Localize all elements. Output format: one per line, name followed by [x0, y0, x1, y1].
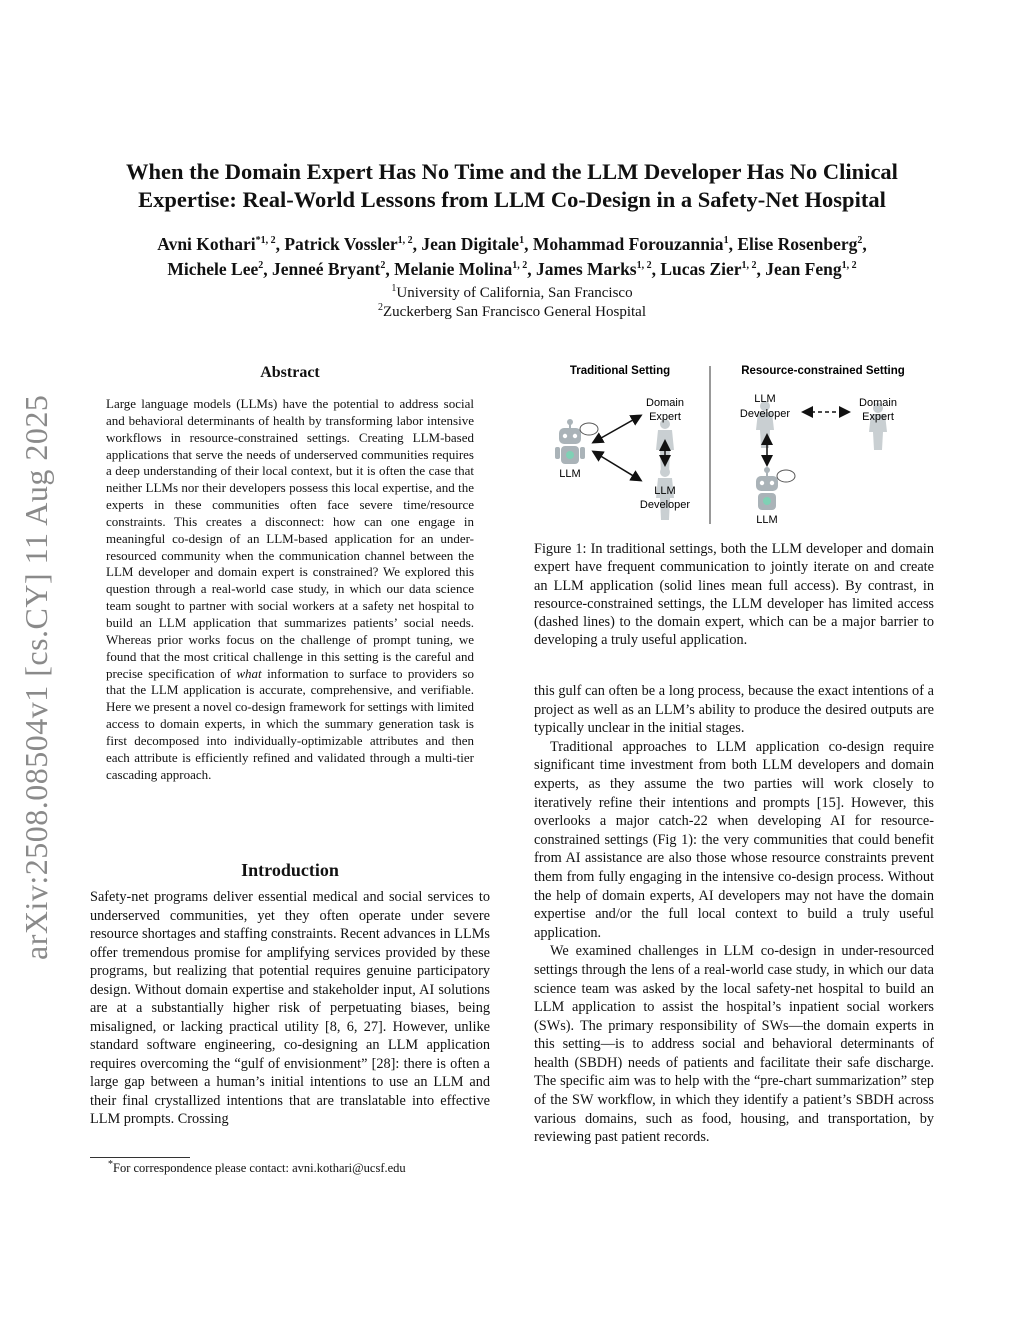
author-name: Michele Lee — [167, 259, 259, 279]
resource-constrained-title: Resource-constrained Setting — [741, 365, 905, 377]
author-affil-mark: 1, 2 — [397, 235, 413, 247]
author-affil-mark: *1, 2 — [255, 235, 276, 247]
introduction-body: Safety-net programs deliver essential medical and social services to underserved communities, yet they often operate under severe resource shortages and staffing constraints. Recent advances in LLMs offer tremendous promise for amplifying services provided by these programs, but realizing that potential requires genuine participatory design. Without domain expertise and stakeholder input, AI solutions are at a substantially higher risk of perpetuating biases, being misaligned, or lacking practical utility [8, 6, 27]. However, unlike standard software engineering, co-designing an LLM application requires overcoming the “gulf of envisionment” [28]: there is often a large gap between a human’s initial intentions to use an LLM and their final crystallized intentions that are translatable into effective LLM prompts. Crossing — [90, 889, 490, 1127]
robot-icon — [555, 419, 598, 464]
affiliation-text: University of California, San Francisco — [396, 285, 633, 301]
footnote-rule — [90, 1157, 190, 1158]
introduction-heading: Introduction — [241, 860, 339, 880]
figure-1-caption: Figure 1: In traditional settings, both the LLM developer and domain expert have frequent communication to jointly iterate on and create an LLM application (solid lines mean full access). By contrast, in resource-constrained settings, the LLM developer has limited access (dashed lines) to the domain expert, which can be a major barrier to developing a truly useful application. — [534, 541, 934, 649]
affil-mark: 2 — [378, 302, 384, 313]
author-list — [60, 232, 964, 282]
author-line-1 — [60, 232, 964, 257]
domain-expert-label-line-2: Expert — [649, 411, 681, 423]
paragraph: this gulf can often be a long process, because the exact intentions of a project as well as an LLM’s ability to produce the desired outputs are typically unclear in the initial stages. — [534, 683, 934, 737]
author-line-2 — [60, 257, 964, 282]
llm-label: LLM — [559, 468, 581, 480]
affiliation-2 — [60, 303, 964, 322]
footnote-mark: * — [108, 1158, 113, 1170]
affiliations — [60, 284, 964, 322]
title-line-2: Expertise: Real-World Lessons from LLM Co-Design in a Safety-Net Hospital — [138, 187, 886, 212]
domain-expert-label-line-2: Expert — [862, 411, 894, 423]
abstract-text-part: Large language models (LLMs) have the potential to address social and behavioral determinants of health by transforming labor intensive workflows in resource-constrained settings. Creating LLM-based applications that serve the needs of underserved communities requires a deep understanding of their local context, but it is often the case that neither LLMs nor their developers possess this local expertise, and the experts in these communities often face severe time/resource constraints. This creates a disconnect: how can one engage in meaningful co-design of an LLM-based application for an under-resourced community when the communication channel between the LLM developer and domain expert is constrained? We explored this question through a real-world case study, in which our data science team sought to partner with social workers at a safety net hospital to build an LLM application that summarizes patients’ social needs. Whereas prior works focus on the challenge of prompt tuning, we found that the most critical challenge in this setting is the careful and precise specification of — [106, 396, 474, 681]
footnote-text: For correspondence please contact: avni.kothari@ucsf.edu — [113, 1161, 406, 1175]
figure-1-diagram — [534, 356, 934, 532]
author-name: , Jenneé Bryant — [263, 259, 381, 279]
author-name: , Jean Digitale — [412, 234, 520, 254]
author-affil-mark: 2 — [258, 260, 264, 272]
affiliation-text: Zuckerberg San Francisco General Hospital — [383, 304, 646, 320]
paragraph: We examined challenges in LLM co-design in under-resourced settings through the lens of a real-world case study, in which our data science team was asked by the local safety-net hospital to build an LLM application to assist the hospital’s inpatient social workers (SWs). The primary responsibility of SWs—the domain experts in this setting—is to address social and behavioral determinants of health (SBDH) needs of patients and facilitate their safe discharge. The specific aim was to help with the “pre-chart summarization” step of the SW workflow, in which they identify a patient’s SBDH across various domains, such as food, housing, and transportation, by reviewing past patient records. — [534, 943, 934, 1146]
developer-label-line-2: Developer — [739, 408, 791, 420]
abstract-emphasis: what — [236, 665, 262, 681]
author-name: , Mohammad Forouzannia — [524, 234, 724, 254]
paragraph: Traditional approaches to LLM application co-design require significant time investment from both LLM developers and domain experts, as they assume the two parties will work closely to iteratively refine their intentions and prompts [15]. However, this overlooks a major catch-22 when developing AI for resource-constrained settings (Fig 1): the very communities that could benefit from AI assistance are also those whose resource constraints prevent them from fully engaging in the intensive co-design process. Without the help of domain experts, AI developers may not have the domain expertise and/or the full local context to build a truly useful application. — [534, 738, 934, 941]
author-name: , James Marks — [527, 259, 637, 279]
abstract-heading: Abstract — [260, 364, 320, 381]
author-affil-mark: 1, 2 — [512, 260, 528, 272]
affil-mark: 1 — [391, 283, 397, 294]
domain-expert-label-line-1: Domain — [646, 397, 684, 409]
llm-label: LLM — [756, 514, 778, 526]
author-name: , Lucas Zier — [651, 259, 742, 279]
footnote — [108, 1158, 488, 1176]
llm-developer-arrow — [594, 452, 640, 480]
introduction-body-continued — [534, 682, 934, 1147]
affiliation-1 — [60, 284, 964, 303]
robot-icon — [756, 467, 795, 510]
abstract-text-part: information to surface to providers so that the LLM application is accurate, comprehensive, and verifiable. Here we present a novel co-design framework for settings with limited access to domain experts, in which the summary generation task is first decomposed into individually-optimizable attributes and then each attribute is efficiently refined and validated through a multi-tier cascading approach. — [106, 665, 474, 782]
abstract-body — [106, 396, 474, 783]
author-affil-mark: 1 — [723, 235, 729, 247]
author-affil-mark: 1, 2 — [841, 260, 857, 272]
paper-title — [60, 158, 964, 214]
traditional-setting-title: Traditional Setting — [569, 365, 671, 377]
author-affil-mark: 1 — [519, 235, 525, 247]
arxiv-identifier: arXiv:2508.08504v1 [cs.CY] 11 Aug 2025 — [18, 394, 54, 960]
developer-label-line-1: LLM — [654, 485, 676, 497]
author-affil-mark: 1, 2 — [741, 260, 757, 272]
author-name: , Patrick Vossler — [275, 234, 398, 254]
author-affil-mark: 2 — [857, 235, 863, 247]
author-name: Avni Kothari — [157, 234, 256, 254]
llm-expert-arrow — [594, 416, 640, 442]
domain-expert-label-line-1: Domain — [859, 397, 897, 409]
author-affil-mark: 1, 2 — [636, 260, 652, 272]
developer-label-line-1: LLM — [754, 393, 776, 405]
author-separator: , — [862, 234, 867, 254]
author-name: , Melanie Molina — [385, 259, 513, 279]
author-affil-mark: 2 — [380, 260, 386, 272]
author-name: , Jean Feng — [756, 259, 842, 279]
author-name: , Elise Rosenberg — [728, 234, 858, 254]
developer-label-line-2: Developer — [639, 499, 691, 511]
title-line-1: When the Domain Expert Has No Time and the LLM Developer Has No Clinical — [126, 159, 898, 184]
